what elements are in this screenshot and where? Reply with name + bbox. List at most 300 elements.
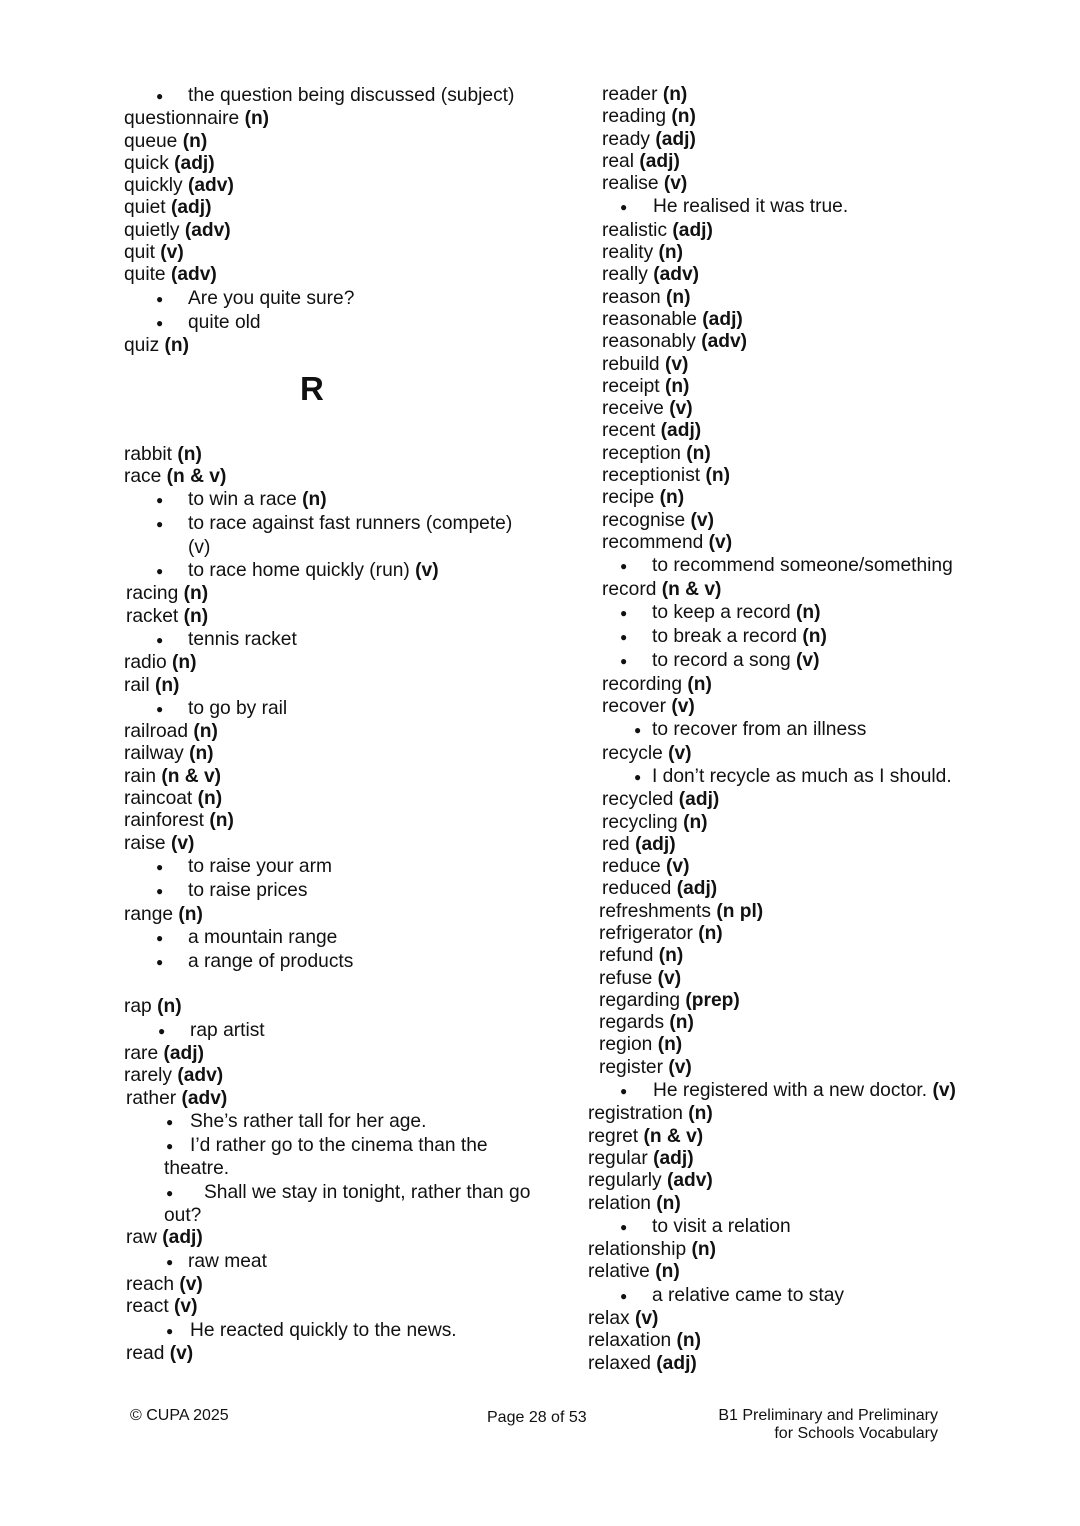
part-of-speech: (v) xyxy=(170,832,195,854)
vocab-entry xyxy=(588,1330,1058,1352)
example-item xyxy=(588,1215,1058,1239)
example-phrase: to visit a relation xyxy=(652,1215,791,1237)
entry-word: reception xyxy=(602,442,681,464)
continuation-text: theatre. xyxy=(164,1158,230,1180)
part-of-speech: (v) xyxy=(671,696,695,718)
entry-word: receive xyxy=(602,398,664,420)
section-letter-heading xyxy=(124,358,564,444)
entry-word: railway xyxy=(124,743,184,765)
entry-word: reasonably xyxy=(602,331,696,353)
vocab-entry xyxy=(588,834,1058,856)
part-of-speech: (v) xyxy=(160,242,184,264)
part-of-speech: (n) xyxy=(209,810,234,832)
part-of-speech: (n & v) xyxy=(161,765,222,787)
example-text xyxy=(188,287,354,311)
example-item xyxy=(124,697,564,721)
entry-word: registration xyxy=(588,1103,683,1125)
part-of-speech: (adj) xyxy=(678,789,720,811)
part-of-speech: (adv) xyxy=(653,264,700,286)
entry-word: recipe xyxy=(602,487,655,509)
bullet-icon: ● xyxy=(620,1219,628,1234)
example-text xyxy=(188,950,353,974)
example-item xyxy=(588,625,1058,649)
vocab-entry xyxy=(124,444,564,466)
entry-word: rebuild xyxy=(602,353,660,375)
example-item xyxy=(124,628,564,652)
example-phrase: a relative came to stay xyxy=(652,1284,844,1306)
vocab-entry xyxy=(588,242,1058,264)
bullet-icon: ● xyxy=(620,1084,628,1099)
entry-word: recommend xyxy=(602,531,704,553)
entry-word: queue xyxy=(124,130,178,152)
entry-word: regular xyxy=(588,1147,648,1169)
example-phrase: to recover from an illness xyxy=(652,719,867,741)
example-phrase: to race home quickly (run) xyxy=(188,560,410,582)
entry-word: reader xyxy=(602,84,658,105)
part-of-speech: (n) xyxy=(802,626,827,648)
example-item xyxy=(588,1284,1058,1308)
example-text xyxy=(190,1019,265,1043)
example-item xyxy=(588,195,1058,219)
bullet-icon: ● xyxy=(158,1023,166,1038)
example-item xyxy=(124,311,564,335)
part-of-speech: (v) xyxy=(668,1056,692,1078)
entry-word: rap xyxy=(124,996,152,1018)
vocab-entry xyxy=(124,220,564,242)
vocab-entry xyxy=(588,487,1058,509)
example-continuation xyxy=(124,1158,564,1180)
bullet-icon: ● xyxy=(166,1323,174,1338)
vocab-entry xyxy=(588,1148,1058,1170)
example-phrase: to keep a record xyxy=(652,601,791,623)
entry-word: regarding xyxy=(599,989,681,1011)
example-phrase: I’d rather go to the cinema than the xyxy=(190,1135,488,1157)
example-text xyxy=(188,926,337,950)
vocab-entry xyxy=(124,743,564,765)
bullet-icon: ● xyxy=(156,564,164,579)
example-text xyxy=(188,697,287,721)
part-of-speech: (adj) xyxy=(635,833,676,855)
vocab-entry xyxy=(588,287,1058,309)
example-item xyxy=(124,855,564,879)
part-of-speech: (adj) xyxy=(174,152,215,174)
vocab-entry xyxy=(588,901,1058,923)
part-of-speech: (n) xyxy=(189,743,214,765)
bullet-icon: ● xyxy=(156,884,164,899)
vocab-entry xyxy=(588,1057,1058,1079)
part-of-speech: (n) xyxy=(687,673,712,695)
vocab-entry xyxy=(124,466,564,488)
entry-word: rather xyxy=(126,1087,177,1109)
part-of-speech: (adv) xyxy=(177,1065,224,1087)
bullet-icon: ● xyxy=(156,701,164,716)
vocab-entry xyxy=(588,1170,1058,1192)
entry-word: reasonable xyxy=(602,308,697,330)
example-text xyxy=(190,1319,457,1343)
vocab-entry xyxy=(588,1353,1058,1375)
part-of-speech: (n & v) xyxy=(166,465,227,487)
vocab-entry xyxy=(588,1126,1058,1148)
part-of-speech: (n) xyxy=(658,945,684,967)
example-item xyxy=(124,488,564,512)
bullet-icon: ● xyxy=(620,654,628,669)
part-of-speech: (n) xyxy=(154,674,180,696)
vocab-entry xyxy=(588,696,1058,718)
part-of-speech: (adj) xyxy=(672,219,713,241)
entry-word: quiet xyxy=(124,197,166,219)
example-continuation xyxy=(124,1205,564,1227)
part-of-speech: (v) xyxy=(663,173,688,195)
vocab-entry xyxy=(124,904,564,926)
vocab-entry xyxy=(588,106,1058,128)
part-of-speech: (v) xyxy=(415,560,439,582)
entry-word: rainforest xyxy=(124,810,204,832)
bullet-icon: ● xyxy=(156,632,164,647)
vocab-entry xyxy=(124,264,564,286)
part-of-speech: (n) xyxy=(698,922,723,944)
part-of-speech: (n) xyxy=(164,335,190,357)
part-of-speech: (adj) xyxy=(660,420,702,442)
bullet-icon: ● xyxy=(156,517,164,532)
vocab-entry xyxy=(588,264,1058,286)
vocab-entry xyxy=(588,309,1058,331)
part-of-speech: (adj) xyxy=(653,1147,694,1169)
example-phrase: tennis racket xyxy=(188,628,297,650)
vocab-entry xyxy=(124,1088,564,1110)
part-of-speech: (adv) xyxy=(181,1087,228,1109)
part-of-speech: (adv) xyxy=(666,1170,713,1192)
spacer xyxy=(124,974,564,996)
vocab-entry xyxy=(124,1043,564,1065)
entry-word: reach xyxy=(126,1273,174,1295)
example-item xyxy=(588,765,1058,789)
entry-word: recording xyxy=(602,673,682,695)
entry-word: raw xyxy=(126,1227,157,1249)
example-text xyxy=(188,1250,267,1274)
vocab-entry xyxy=(588,743,1058,765)
vocab-entry xyxy=(124,1227,564,1249)
vocab-entry xyxy=(588,532,1058,554)
part-of-speech: (v) xyxy=(708,531,733,553)
vocab-entry xyxy=(588,443,1058,465)
section-letter: R xyxy=(300,369,324,407)
entry-word: reading xyxy=(602,106,667,128)
example-phrase: She’s rather tall for her age. xyxy=(190,1110,427,1132)
entry-word: relaxation xyxy=(588,1330,672,1352)
example-text xyxy=(188,311,261,335)
vocab-entry xyxy=(588,1261,1058,1283)
vocab-entry xyxy=(588,1103,1058,1125)
part-of-speech: (n) xyxy=(183,605,209,627)
vocab-entry xyxy=(124,197,564,219)
part-of-speech: (n) xyxy=(669,1012,694,1034)
bullet-icon: ● xyxy=(156,955,164,970)
footer-title-line1: B1 Preliminary and Preliminary xyxy=(718,1407,938,1424)
part-of-speech: (n) xyxy=(302,489,327,511)
example-text xyxy=(652,649,819,673)
entry-word: quietly xyxy=(124,219,180,241)
part-of-speech: (adv) xyxy=(701,331,748,353)
part-of-speech: (v) xyxy=(668,742,692,764)
part-of-speech: (v) xyxy=(657,967,682,989)
entry-word: reduce xyxy=(602,856,661,878)
entry-word: regularly xyxy=(588,1170,662,1192)
vocab-entry xyxy=(588,789,1058,811)
example-item xyxy=(124,512,564,536)
example-phrase: quite old xyxy=(188,311,261,333)
bullet-icon: ● xyxy=(166,1185,174,1200)
entry-word: record xyxy=(602,578,657,600)
example-text xyxy=(652,765,952,789)
entry-word: quiz xyxy=(124,335,160,357)
example-text xyxy=(190,1134,488,1158)
entry-word: refund xyxy=(599,945,654,967)
entry-word: really xyxy=(602,264,648,286)
bullet-icon: ● xyxy=(634,769,642,784)
example-phrase: Are you quite sure? xyxy=(188,287,355,309)
part-of-speech: (prep) xyxy=(685,989,740,1011)
entry-word: quick xyxy=(124,152,169,174)
vocab-entry xyxy=(124,652,564,674)
part-of-speech: (n) xyxy=(659,487,685,509)
example-phrase: He reacted quickly to the news. xyxy=(190,1319,457,1341)
bullet-icon: ● xyxy=(156,291,164,306)
vocab-entry xyxy=(588,990,1058,1012)
example-item xyxy=(588,601,1058,625)
entry-word: rain xyxy=(124,765,156,787)
entry-word: quite xyxy=(124,264,166,286)
example-item xyxy=(124,1110,564,1134)
example-phrase: Shall we stay in tonight, rather than go xyxy=(204,1181,531,1203)
example-item xyxy=(124,879,564,903)
example-item xyxy=(588,718,1058,742)
footer-document-title xyxy=(716,1407,938,1443)
entry-word: range xyxy=(124,903,174,925)
example-item xyxy=(588,649,1058,673)
example-item xyxy=(124,287,564,311)
part-of-speech: (adv) xyxy=(184,219,231,241)
vocab-entry xyxy=(124,335,564,357)
part-of-speech: (v) xyxy=(690,509,714,531)
vocab-entry xyxy=(588,1193,1058,1215)
example-item xyxy=(588,554,1058,578)
entry-word: reality xyxy=(602,242,654,264)
example-text xyxy=(652,601,821,625)
part-of-speech: (adj) xyxy=(162,1227,203,1249)
vocab-entry xyxy=(124,810,564,832)
vocab-entry xyxy=(588,220,1058,242)
continuation-text: out? xyxy=(164,1205,202,1227)
example-text xyxy=(652,625,827,649)
vocab-entry xyxy=(588,674,1058,696)
entry-word: racket xyxy=(126,605,179,627)
vocab-entry xyxy=(588,129,1058,151)
part-of-speech: (v) xyxy=(169,1342,194,1364)
example-phrase: to race against fast runners (compete) xyxy=(188,513,513,535)
example-text xyxy=(652,718,866,742)
part-of-speech: (n) xyxy=(656,1192,681,1214)
vocab-entry xyxy=(124,766,564,788)
entry-word: recycle xyxy=(602,742,663,764)
bullet-icon: ● xyxy=(166,1254,174,1269)
vocab-entry xyxy=(124,675,564,697)
vocab-entry xyxy=(588,84,1058,106)
example-item xyxy=(124,1250,564,1274)
example-text xyxy=(652,1284,844,1308)
part-of-speech: (adv) xyxy=(188,175,234,197)
entry-word: red xyxy=(602,833,630,855)
vocab-entry xyxy=(124,833,564,855)
example-item xyxy=(124,1181,564,1205)
entry-word: ready xyxy=(602,128,650,150)
part-of-speech: (v) xyxy=(666,856,690,878)
vocab-entry xyxy=(588,1239,1058,1261)
entry-word: relaxed xyxy=(588,1352,651,1374)
bullet-icon: ● xyxy=(620,1288,628,1303)
vocab-entry xyxy=(124,175,564,197)
part-of-speech: (v) xyxy=(174,1296,198,1318)
entry-word: recycling xyxy=(602,811,678,833)
part-of-speech: (n) xyxy=(182,130,208,152)
vocab-entry xyxy=(588,151,1058,173)
vocab-entry xyxy=(124,1274,564,1296)
example-phrase: to win a race xyxy=(188,489,297,511)
part-of-speech: (n) xyxy=(177,443,202,465)
example-text xyxy=(653,195,848,219)
part-of-speech: (n) xyxy=(178,903,203,925)
entry-word: receipt xyxy=(602,375,660,397)
footer-copyright: © CUPA 2025 xyxy=(130,1407,229,1424)
entry-word: quickly xyxy=(124,175,183,197)
bullet-icon: ● xyxy=(620,630,628,645)
vocab-entry xyxy=(124,583,564,605)
part-of-speech: (v) xyxy=(179,1273,203,1295)
part-of-speech: (n) xyxy=(664,375,690,397)
vocab-entry xyxy=(588,331,1058,353)
example-text xyxy=(653,1079,956,1103)
footer-title-line2: for Schools Vocabulary xyxy=(774,1425,938,1442)
part-of-speech: (v) xyxy=(932,1080,956,1102)
part-of-speech: (n) xyxy=(671,106,696,128)
bullet-icon: ● xyxy=(620,200,628,215)
example-phrase: a range of products xyxy=(188,951,354,973)
vocab-entry xyxy=(588,376,1058,398)
part-of-speech: (n) xyxy=(658,242,684,264)
vocab-entry xyxy=(124,1065,564,1087)
part-of-speech: (n) xyxy=(244,108,270,130)
entry-word: receptionist xyxy=(602,465,701,487)
entry-word: recognise xyxy=(602,509,686,531)
part-of-speech: (adv) xyxy=(170,264,217,286)
part-of-speech: (v) xyxy=(664,353,689,375)
entry-word: read xyxy=(126,1342,165,1364)
vocab-entry xyxy=(588,878,1058,900)
part-of-speech: (n) xyxy=(688,1103,713,1125)
example-phrase: raw meat xyxy=(188,1250,267,1272)
entry-word: radio xyxy=(124,652,167,674)
example-text xyxy=(188,559,439,583)
part-of-speech: (n) xyxy=(655,1261,680,1283)
continuation-text: (v) xyxy=(188,536,211,558)
part-of-speech: (adj) xyxy=(702,308,743,330)
part-of-speech: (adj) xyxy=(639,150,680,172)
vocab-entry xyxy=(588,968,1058,990)
entry-word: region xyxy=(599,1034,653,1056)
example-text xyxy=(188,628,297,652)
part-of-speech: (n) xyxy=(193,721,218,743)
part-of-speech: (n) xyxy=(683,811,708,833)
entry-word: refuse xyxy=(599,967,653,989)
entry-word: raise xyxy=(124,832,166,854)
vocab-entry xyxy=(588,1308,1058,1330)
example-item xyxy=(124,950,564,974)
part-of-speech: (n) xyxy=(197,788,223,810)
example-phrase: to raise prices xyxy=(188,880,308,902)
example-phrase: I don’t recycle as much as I should. xyxy=(652,765,952,787)
left-column xyxy=(124,84,564,1365)
example-text xyxy=(652,1215,791,1239)
right-column xyxy=(588,84,1058,1375)
part-of-speech: (n & v) xyxy=(661,578,722,600)
part-of-speech: (v) xyxy=(669,398,693,420)
example-phrase: a mountain range xyxy=(188,926,338,948)
entry-word: relax xyxy=(588,1308,630,1330)
example-phrase: He registered with a new doctor. xyxy=(653,1080,928,1102)
entry-word: raincoat xyxy=(124,788,193,810)
bullet-icon: ● xyxy=(166,1139,174,1154)
entry-word: realistic xyxy=(602,219,668,241)
example-item xyxy=(588,1079,1058,1103)
example-item xyxy=(124,926,564,950)
part-of-speech: (n) xyxy=(157,996,182,1018)
part-of-speech: (n) xyxy=(796,601,821,623)
vocab-entry xyxy=(124,108,564,130)
vocab-entry xyxy=(588,465,1058,487)
entry-word: recycled xyxy=(602,789,674,811)
example-phrase: the question being discussed (subject) xyxy=(188,85,515,106)
vocab-entry xyxy=(124,131,564,153)
entry-word: recover xyxy=(602,696,666,718)
example-text xyxy=(652,554,953,578)
example-phrase: to go by rail xyxy=(188,697,288,719)
part-of-speech: (n & v) xyxy=(643,1125,704,1147)
entry-word: questionnaire xyxy=(124,108,240,130)
vocab-entry xyxy=(124,1343,564,1365)
bullet-icon: ● xyxy=(620,605,628,620)
vocab-entry xyxy=(124,153,564,175)
entry-word: reduced xyxy=(602,878,672,900)
bullet-icon: ● xyxy=(156,930,164,945)
entry-word: race xyxy=(124,465,162,487)
example-text xyxy=(188,855,332,879)
entry-word: racing xyxy=(126,583,179,605)
vocab-entry xyxy=(588,173,1058,195)
entry-word: railroad xyxy=(124,721,188,743)
part-of-speech: (adj) xyxy=(656,1352,697,1374)
example-phrase: to break a record xyxy=(652,626,798,648)
example-text xyxy=(188,488,327,512)
vocab-entry xyxy=(588,856,1058,878)
entry-word: relative xyxy=(588,1261,650,1283)
example-phrase: He realised it was true. xyxy=(653,196,849,218)
vocab-entry xyxy=(588,398,1058,420)
vocab-entry xyxy=(124,606,564,628)
example-text xyxy=(188,84,514,108)
example-phrase: to raise your arm xyxy=(188,855,332,877)
example-continuation xyxy=(124,537,564,559)
example-item xyxy=(124,1134,564,1158)
entry-word: regards xyxy=(599,1012,665,1034)
